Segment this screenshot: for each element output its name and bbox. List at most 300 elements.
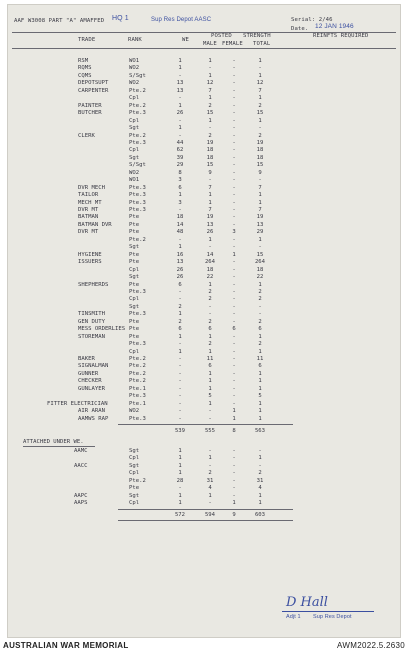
- total-cell: 1: [258, 199, 262, 206]
- male-cell: 1: [208, 455, 212, 462]
- total-cell: 1: [258, 95, 262, 102]
- male-cell: 1: [208, 236, 212, 243]
- female-cell: -: [232, 102, 236, 109]
- male-cell: -: [208, 65, 212, 72]
- table-row: [8, 311, 401, 318]
- table-row: [8, 363, 401, 370]
- trade-cell: CHECKER: [78, 378, 102, 385]
- trade-cell: HYGIENE: [78, 251, 102, 258]
- signature-title: Adjt 1: [286, 614, 301, 620]
- total-cell: 7: [258, 184, 262, 191]
- table-row: [8, 118, 401, 125]
- male-cell: 2: [208, 102, 212, 109]
- we-cell: -: [178, 236, 182, 243]
- we-cell: 16: [176, 251, 184, 258]
- attached-heading-row: [8, 439, 401, 446]
- col-reinfts: REINFTS REQUIRED: [313, 33, 369, 39]
- rank-cell: Sgt: [129, 303, 140, 310]
- total-cell: 1: [258, 333, 262, 340]
- female-cell: -: [232, 139, 236, 146]
- attached-row: [8, 463, 401, 470]
- trade-cell: ISSUERS: [78, 259, 102, 266]
- female-cell: -: [232, 221, 236, 228]
- trade-cell: PAINTER: [78, 102, 102, 109]
- we-cell: -: [178, 296, 182, 303]
- male-cell: 19: [206, 214, 214, 221]
- female-cell: -: [232, 236, 236, 243]
- col-posted: POSTED: [211, 33, 232, 39]
- we-cell: 18: [176, 214, 184, 221]
- total-cell: 19: [256, 214, 264, 221]
- we-cell: 26: [176, 266, 184, 273]
- male-cell: 18: [206, 154, 214, 161]
- total-cell: -: [258, 303, 262, 310]
- female-cell: -: [232, 281, 236, 288]
- we-cell: -: [178, 132, 182, 139]
- male-cell: -: [208, 415, 212, 422]
- trade-cell: DVR MT: [78, 229, 99, 236]
- table-row: [8, 341, 401, 348]
- female-cell: -: [232, 296, 236, 303]
- male-cell: 1: [208, 95, 212, 102]
- trade-cell: BUTCHER: [78, 110, 102, 117]
- female-cell: -: [232, 117, 236, 124]
- female-cell: -: [232, 147, 236, 154]
- total-cell: 1: [258, 72, 262, 79]
- table-row: [8, 110, 401, 117]
- total-cell: 1: [258, 236, 262, 243]
- male-cell: -: [208, 500, 212, 507]
- table-row: [8, 192, 401, 199]
- we-cell: 1: [178, 455, 182, 462]
- table-row: [8, 162, 401, 169]
- attached-row: [8, 478, 401, 485]
- total-cell: 1: [258, 500, 262, 507]
- rank-cell: Pte.3: [129, 192, 146, 199]
- total-cell: 1: [258, 117, 262, 124]
- female-cell: 1: [232, 415, 236, 422]
- female-cell: -: [232, 370, 236, 377]
- rank-cell: Pte.1: [129, 385, 146, 392]
- rank-cell: Sgt: [129, 462, 140, 469]
- we-cell: 26: [176, 110, 184, 117]
- male-cell: 26: [206, 229, 214, 236]
- female-cell: -: [232, 311, 236, 318]
- col-rank: RANK: [128, 37, 142, 43]
- rank-cell: Cpl: [129, 117, 140, 124]
- table-row: [8, 140, 401, 147]
- we-cell: -: [178, 370, 182, 377]
- total-cell: 7: [258, 207, 262, 213]
- table-row: [8, 416, 401, 423]
- total-cell: 9: [258, 169, 262, 176]
- rank-cell: Pte: [129, 485, 140, 492]
- female-cell: -: [232, 400, 236, 407]
- we-cell: -: [178, 393, 182, 400]
- female-cell: -: [232, 378, 236, 385]
- female-cell: -: [232, 318, 236, 325]
- table-row: [8, 296, 401, 303]
- female-cell: 1: [232, 251, 236, 258]
- female-cell: -: [232, 288, 236, 295]
- document-sheet: [7, 4, 401, 638]
- date-stamp: 12 JAN 1946: [315, 23, 354, 30]
- male-cell: 14: [206, 251, 214, 258]
- attached-row: [8, 470, 401, 477]
- table-row: [8, 103, 401, 110]
- rank-cell: Sgt: [129, 447, 140, 454]
- header-rule-bottom: [12, 48, 396, 49]
- trade-cell: BAKER: [78, 356, 95, 362]
- we-cell: -: [178, 72, 182, 79]
- rank-cell: Pte: [129, 229, 140, 236]
- female-cell: -: [232, 266, 236, 273]
- male-cell: 1: [208, 370, 212, 377]
- col-trade: TRADE: [78, 37, 96, 43]
- male-cell: -: [208, 311, 212, 318]
- total-cell: 12: [256, 80, 264, 87]
- male-cell: 13: [206, 221, 214, 228]
- male-cell: 15: [206, 110, 214, 117]
- rank-cell: Pte.3: [129, 207, 146, 213]
- rank-cell: Sgt: [129, 244, 140, 251]
- rank-cell: Pte.2: [129, 477, 146, 484]
- rank-cell: Pte.2: [129, 102, 146, 109]
- table-row: [8, 334, 401, 341]
- subtotal-row: [8, 428, 401, 435]
- rank-cell: Sgt: [129, 125, 140, 132]
- table-row: [8, 177, 401, 184]
- grand-total-row: [8, 512, 401, 519]
- we-cell: 13: [176, 87, 184, 94]
- male-cell: 1: [208, 72, 212, 79]
- table-row: [8, 73, 401, 80]
- table-row: [8, 207, 401, 214]
- male-cell: -: [208, 244, 212, 251]
- total-cell: -: [258, 65, 262, 72]
- male-cell: 18: [206, 266, 214, 273]
- female-cell: -: [232, 259, 236, 266]
- trade-cell: AAMWS RAP: [78, 415, 109, 422]
- total-cell: 2: [258, 318, 262, 325]
- table-row: [8, 133, 401, 140]
- female-cell: -: [232, 447, 236, 454]
- total-cell: 1: [258, 378, 262, 385]
- male-cell: 4: [208, 485, 212, 492]
- trade-cell: CQMS: [78, 72, 92, 79]
- we-cell: 39: [176, 154, 184, 161]
- trade-cell: DVR MECH: [78, 184, 105, 191]
- male-cell: 2: [208, 341, 212, 348]
- attached-unit-cell: AAMC: [74, 447, 88, 454]
- trade-cell: BATMAN DVR: [78, 221, 112, 228]
- rank-cell: Pte.2: [129, 236, 146, 243]
- table-row: [8, 326, 401, 333]
- female-cell: 6: [232, 326, 236, 333]
- table-row: [8, 95, 401, 102]
- table-row: [8, 244, 401, 251]
- female-cell: -: [232, 393, 236, 400]
- we-cell: 29: [176, 162, 184, 169]
- we-cell: -: [178, 117, 182, 124]
- female-cell: -: [232, 333, 236, 340]
- female-cell: -: [232, 348, 236, 355]
- total-cell: 1: [258, 455, 262, 462]
- total-cell: 2: [258, 102, 262, 109]
- we-cell: -: [178, 385, 182, 392]
- female-cell: -: [232, 95, 236, 102]
- male-cell: 7: [208, 87, 212, 94]
- rank-cell: Sgt: [129, 492, 140, 499]
- female-cell: -: [232, 207, 236, 213]
- male-cell: 2: [208, 132, 212, 139]
- col-total: TOTAL: [253, 41, 271, 47]
- table-row: [8, 408, 401, 415]
- we-cell: 48: [176, 229, 184, 236]
- female-cell: -: [232, 65, 236, 72]
- female-cell: 3: [232, 229, 236, 236]
- rank-cell: S/Sgt: [129, 162, 146, 169]
- male-cell: -: [208, 408, 212, 415]
- trade-cell: TINSMITH: [78, 311, 105, 318]
- table-row: [8, 371, 401, 378]
- archive-reference: AWM2022.5.2630: [337, 641, 405, 650]
- we-cell: 13: [176, 80, 184, 87]
- subtotal-male: 555: [204, 428, 216, 435]
- rank-cell: Pte.2: [129, 363, 146, 370]
- rank-cell: Pte.2: [129, 378, 146, 385]
- trade-cell: STOREMAN: [78, 333, 105, 340]
- total-cell: 1: [258, 348, 262, 355]
- we-cell: 3: [178, 199, 182, 206]
- we-cell: 1: [178, 348, 182, 355]
- rank-cell: Pte.3: [129, 199, 146, 206]
- male-cell: 18: [206, 147, 214, 154]
- female-cell: -: [232, 192, 236, 199]
- table-row: [8, 349, 401, 356]
- total-cell: 19: [256, 139, 264, 146]
- male-cell: 2: [208, 288, 212, 295]
- grand-total-we: 572: [174, 511, 186, 518]
- trade-cell: GUNLAYER: [78, 385, 105, 392]
- table-row: [8, 125, 401, 132]
- we-cell: -: [178, 341, 182, 348]
- table-row: [8, 155, 401, 162]
- rank-cell: Pte: [129, 251, 140, 258]
- table-row: [8, 401, 401, 408]
- male-cell: 1: [208, 192, 212, 199]
- trade-cell: DVR MT: [78, 207, 99, 213]
- male-cell: 9: [208, 169, 212, 176]
- we-cell: -: [178, 415, 182, 422]
- male-cell: 1: [208, 400, 212, 407]
- trade-cell: AIR ARAN: [78, 408, 105, 415]
- total-cell: 1: [258, 415, 262, 422]
- col-strength: STRENGTH: [243, 33, 271, 39]
- female-cell: -: [232, 363, 236, 370]
- total-cell: -: [258, 125, 262, 132]
- archive-footer: [0, 639, 408, 653]
- attached-unit-cell: AAPC: [74, 492, 88, 499]
- table-row: [8, 378, 401, 385]
- we-cell: -: [178, 207, 182, 213]
- female-cell: -: [232, 72, 236, 79]
- table-row: [8, 237, 401, 244]
- total-cell: 6: [258, 363, 262, 370]
- table-row: [8, 65, 401, 72]
- we-cell: 6: [178, 326, 182, 333]
- we-cell: 1: [178, 58, 182, 64]
- trade-cell: GEN DUTY: [78, 318, 105, 325]
- rank-cell: Pte.3: [129, 184, 146, 191]
- male-cell: 2: [208, 296, 212, 303]
- we-cell: 6: [178, 281, 182, 288]
- male-cell: -: [208, 462, 212, 469]
- table-row: [8, 252, 401, 259]
- trade-cell: MESS ORDERLIES: [78, 326, 126, 333]
- archive-name: AUSTRALIAN WAR MEMORIAL: [3, 641, 129, 650]
- rank-cell: WO2: [129, 169, 140, 176]
- total-cell: 1: [258, 192, 262, 199]
- col-we: WE: [182, 37, 189, 43]
- female-cell: -: [232, 199, 236, 206]
- form-title: AAF W3008 PART "A" AMAFFED: [14, 18, 105, 24]
- total-cell: 1: [258, 408, 262, 415]
- signature: D Hall: [286, 595, 328, 610]
- we-cell: 1: [178, 462, 182, 469]
- rank-cell: Pte: [129, 221, 140, 228]
- we-cell: -: [178, 363, 182, 370]
- table-row: [8, 222, 401, 229]
- we-cell: 2: [178, 318, 182, 325]
- table-row: [8, 214, 401, 221]
- table-row: [8, 200, 401, 207]
- table-row: [8, 147, 401, 154]
- female-cell: -: [232, 356, 236, 362]
- male-cell: 7: [208, 207, 212, 213]
- trade-cell: RSM: [78, 58, 89, 64]
- total-cell: 1: [258, 281, 262, 288]
- female-cell: -: [232, 154, 236, 161]
- attached-row: [8, 485, 401, 492]
- total-cell: 18: [256, 266, 264, 273]
- rank-cell: S/Sgt: [129, 72, 146, 79]
- rank-cell: Pte.2: [129, 132, 146, 139]
- trade-cell: MECH MT: [78, 199, 102, 206]
- stamp-unit: Sup Res Depot AASC: [151, 17, 212, 23]
- female-cell: -: [232, 455, 236, 462]
- table-row: [8, 289, 401, 296]
- rank-cell: Pte: [129, 326, 140, 333]
- total-rule: [118, 424, 293, 425]
- total-cell: -: [258, 447, 262, 454]
- we-cell: 1: [178, 102, 182, 109]
- table-row: [8, 170, 401, 177]
- total-cell: 4: [258, 485, 262, 492]
- we-cell: 1: [178, 244, 182, 251]
- female-cell: 1: [232, 500, 236, 507]
- total-cell: 7: [258, 87, 262, 94]
- trade-cell: SIGNALMAN: [78, 363, 109, 370]
- rank-cell: Cpl: [129, 455, 140, 462]
- female-cell: -: [232, 184, 236, 191]
- rank-cell: Pte.3: [129, 110, 146, 117]
- we-cell: 2: [178, 303, 182, 310]
- we-cell: -: [178, 400, 182, 407]
- table-row: [8, 185, 401, 192]
- trade-cell: BATMAN: [78, 214, 99, 221]
- male-cell: 11: [206, 356, 214, 362]
- male-cell: 15: [206, 162, 214, 169]
- we-cell: 62: [176, 147, 184, 154]
- col-female: FEMALE: [222, 41, 243, 47]
- rank-cell: Cpl: [129, 95, 140, 102]
- rank-cell: Pte: [129, 333, 140, 340]
- signature-unit: Sup Res Depot: [313, 614, 352, 620]
- female-cell: -: [232, 303, 236, 310]
- we-cell: 1: [178, 65, 182, 72]
- total-cell: 1: [258, 58, 262, 64]
- table-row: [8, 229, 401, 236]
- attached-row: [8, 448, 401, 455]
- male-cell: 31: [206, 477, 214, 484]
- trade-cell: GUNNER: [78, 370, 99, 377]
- total-cell: -: [258, 462, 262, 469]
- table-row: [8, 88, 401, 95]
- we-cell: 1: [178, 500, 182, 507]
- male-cell: 1: [208, 378, 212, 385]
- rank-cell: Pte.2: [129, 356, 146, 362]
- total-cell: 2: [258, 288, 262, 295]
- we-cell: 1: [178, 311, 182, 318]
- male-cell: -: [208, 125, 212, 132]
- subtotal-we: 539: [174, 428, 186, 435]
- female-cell: -: [232, 162, 236, 169]
- male-cell: 12: [206, 80, 214, 87]
- total-cell: -: [258, 177, 262, 184]
- we-cell: -: [178, 356, 182, 362]
- total-cell: 2: [258, 341, 262, 348]
- female-cell: -: [232, 274, 236, 281]
- male-cell: 19: [206, 139, 214, 146]
- rank-cell: Pte.2: [129, 370, 146, 377]
- col-male: MALE: [203, 41, 217, 47]
- female-cell: -: [232, 244, 236, 251]
- rank-cell: Pte: [129, 281, 140, 288]
- we-cell: 1: [178, 470, 182, 477]
- total-cell: 1: [258, 492, 262, 499]
- male-cell: 7: [208, 184, 212, 191]
- total-cell: 2: [258, 296, 262, 303]
- table-row: [8, 356, 401, 363]
- table-row: [8, 58, 401, 65]
- male-cell: 22: [206, 274, 214, 281]
- male-cell: 6: [208, 326, 212, 333]
- total-cell: -: [258, 244, 262, 251]
- we-cell: -: [178, 378, 182, 385]
- rank-cell: WO1: [129, 177, 140, 184]
- rank-cell: Cpl: [129, 266, 140, 273]
- female-cell: -: [232, 214, 236, 221]
- table-row: [8, 274, 401, 281]
- we-cell: 6: [178, 184, 182, 191]
- rank-cell: Pte.3: [129, 311, 146, 318]
- table-row: [8, 80, 401, 87]
- we-cell: 13: [176, 259, 184, 266]
- we-cell: 44: [176, 139, 184, 146]
- we-cell: 26: [176, 274, 184, 281]
- total-cell: -: [258, 311, 262, 318]
